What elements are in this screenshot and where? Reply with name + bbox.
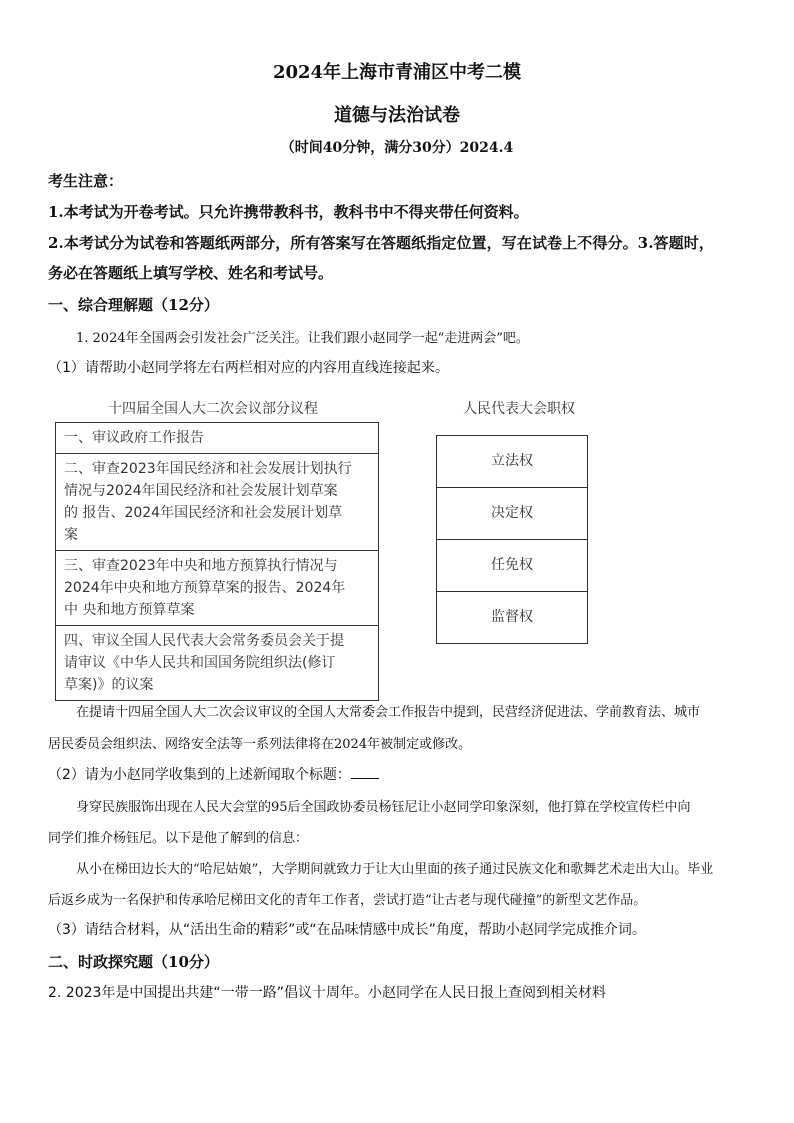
agenda-line: 四、审议全国人民代表大会常务委员会关于提 (64, 633, 344, 649)
agenda-item-2[interactable] (56, 454, 378, 551)
section2-heading: 二、时政探究题（10分） (48, 953, 219, 971)
q1-part1: （1）请帮助小赵同学将左右两栏相对应的内容用直线连接起来。 (48, 360, 449, 376)
notice-item-2-cont: 务必在答题纸上填写学校、姓名和考试号。 (48, 264, 334, 282)
agenda-item-1[interactable] (56, 423, 378, 454)
q2-intro: 2. 2023年是中国提出共建“一带一路”倡议十周年。小赵同学在人民日报上查阅到相关材料 (48, 985, 606, 1001)
left-table-title: 十四届全国人大二次会议部分议程 (108, 401, 318, 417)
agenda-item-3[interactable] (56, 551, 378, 626)
q1-part2 (48, 764, 379, 784)
answer-blank[interactable] (351, 764, 379, 779)
agenda-line: 三、审查2023年中央和地方预算执行情况与 (64, 558, 338, 574)
para1-line1: 在提请十四届全国人大二次会议审议的全国人大常委会工作报告中提到，民营经济促进法、学前教育法、城市 (76, 705, 701, 720)
agenda-line: 二、审查2023年国民经济和社会发展计划执行 (64, 461, 352, 477)
q1-part3: （3）请结合材料，从“活出生命的精彩”或“在品味情感中成长”角度，帮助小赵同学完成推介词。 (48, 922, 646, 938)
agenda-line: 一、审议政府工作报告 (64, 430, 204, 446)
agenda-line: 2024年中央和地方预算草案的报告、2024年 (64, 580, 346, 596)
para3-line2: 后返乡成为一名保护和传承哈尼梯田文化的青年工作者，尝试打造“让古老与现代碰撞”的新型文艺作品。 (48, 893, 647, 908)
agenda-table (55, 422, 379, 701)
power-item-appointment[interactable]: 任免权 (437, 540, 587, 592)
agenda-line: 中 央和地方预算草案 (64, 602, 195, 618)
notice-item-1: 1.本考试为开卷考试。只允许携带教科书，教科书中不得夹带任何资料。 (48, 203, 529, 221)
notice-item-2: 2.本考试分为试卷和答题纸两部分，所有答案写在答题纸指定位置，写在试卷上不得分。3.答题时， (48, 234, 714, 252)
q1-intro: 1. 2024年全国两会引发社会广泛关注。让我们跟小赵同学一起“走进两会”吧。 (76, 331, 529, 346)
agenda-item-4[interactable] (56, 626, 378, 701)
notice-heading: 考生注意： (48, 172, 124, 190)
para1-line2: 居民委员会组织法、网络安全法等一系列法律将在2024年被制定或修改。 (48, 737, 472, 752)
time-note: （时间40分钟，满分30分）2024.4 (280, 140, 514, 156)
page-subtitle: 道德与法治试卷 (334, 105, 460, 126)
agenda-line: 情况与2024年国民经济和社会发展计划草案 (64, 483, 338, 499)
power-item-supervision[interactable]: 监督权 (437, 592, 587, 644)
section1-heading: 一、综合理解题（12分） (48, 296, 219, 314)
right-table-title: 人民代表大会职权 (463, 401, 575, 417)
power-item-legislative[interactable]: 立法权 (437, 436, 587, 488)
para3-line1: 从小在梯田边长大的“哈尼姑娘”，大学期间就致力于让大山里面的孩子通过民族文化和歌舞艺术走出大山。毕业 (76, 862, 714, 877)
para2-line1: 身穿民族服饰出现在人民大会堂的95后全国政协委员杨钰尼让小赵同学印象深刻，他打算在学校宣传栏中向 (76, 800, 691, 815)
agenda-line: 草案)》的议案 (64, 677, 154, 693)
agenda-line: 的 报告、2024年国民经济和社会发展计划草 (64, 505, 343, 521)
q1-part2-text: （2）请为小赵同学收集到的上述新闻取个标题： (48, 767, 351, 783)
powers-table (436, 435, 588, 644)
para2-line2: 同学们推介杨钰尼。以下是他了解到的信息： (48, 831, 309, 846)
agenda-line: 案 (64, 527, 78, 543)
page-title: 2024年上海市青浦区中考二模 (272, 62, 522, 83)
power-item-decision[interactable]: 决定权 (437, 488, 587, 540)
agenda-line: 请审议《中华人民共和国国务院组织法(修订 (64, 655, 336, 671)
